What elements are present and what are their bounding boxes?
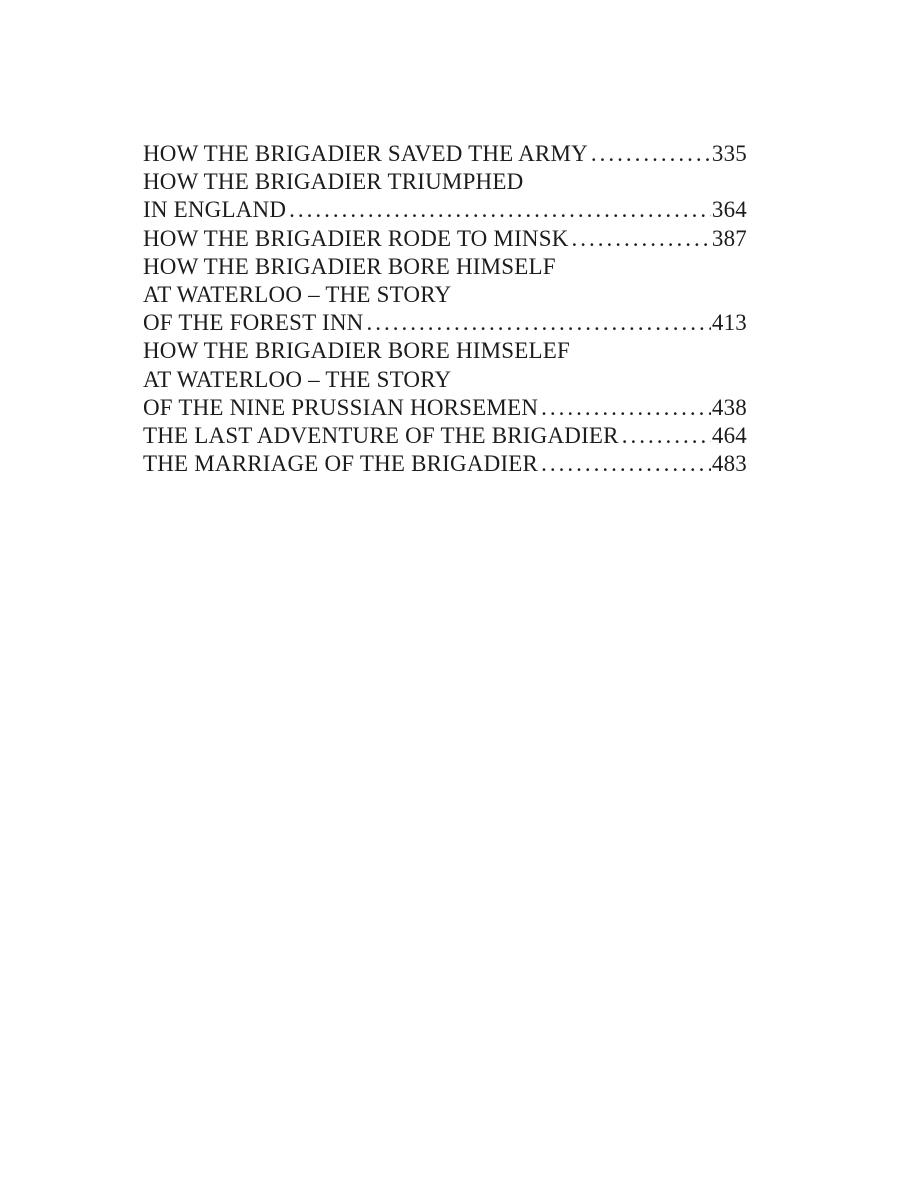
table-of-contents (143, 140, 747, 478)
toc-entry (143, 140, 747, 168)
toc-line (143, 337, 747, 365)
toc-entry-title: HOW THE BRIGADIER BORE HIMSELEF (143, 338, 571, 364)
toc-line (143, 281, 747, 309)
toc-entry-title: THE LAST ADVENTURE OF THE BRIGADIER (143, 423, 619, 449)
toc-page-number: 364 (711, 197, 747, 223)
toc-entry-title: HOW THE BRIGADIER RODE TO MINSK (143, 225, 569, 251)
toc-entry-title: HOW THE BRIGADIER SAVED THE ARMY (143, 141, 588, 166)
toc-entry (143, 450, 747, 478)
toc-line (143, 140, 747, 168)
toc-entry-title: OF THE NINE PRUSSIAN HORSEMEN (143, 394, 539, 420)
toc-entry (143, 168, 747, 224)
dot-leader (366, 309, 710, 337)
toc-entry (143, 225, 747, 253)
toc-line (143, 309, 747, 337)
toc-entry-title: HOW THE BRIGADIER BORE HIMSELF (143, 253, 556, 279)
toc-entry-title: AT WATERLOO – THE STORY (143, 282, 452, 308)
toc-page-number: 464 (711, 423, 747, 449)
toc-page-number: 335 (711, 141, 747, 166)
toc-entry (143, 422, 747, 450)
toc-entry-title: HOW THE BRIGADIER TRIUMPHED (143, 169, 524, 195)
toc-page-number: 438 (711, 394, 747, 420)
toc-entry (143, 253, 747, 338)
toc-line (143, 366, 747, 394)
toc-line (143, 168, 747, 196)
toc-entry-title: IN ENGLAND (143, 197, 287, 223)
toc-entry-title: THE MARRIAGE OF THE BRIGADIER (143, 451, 539, 477)
toc-entry-title: AT WATERLOO – THE STORY (143, 366, 452, 392)
dot-leader (541, 450, 711, 478)
toc-entry (143, 337, 747, 422)
dot-leader (572, 225, 711, 253)
toc-line (143, 394, 747, 422)
toc-line (143, 225, 747, 253)
dot-leader (289, 196, 711, 224)
toc-line (143, 196, 747, 224)
toc-line (143, 450, 747, 478)
toc-page-number: 483 (711, 451, 747, 477)
toc-page-number: 413 (711, 310, 747, 336)
dot-leader (591, 140, 711, 168)
toc-entry-title: OF THE FOREST INN (143, 310, 364, 336)
toc-line (143, 422, 747, 450)
dot-leader (622, 422, 711, 450)
toc-line (143, 253, 747, 281)
toc-page-number: 387 (711, 225, 747, 251)
dot-leader (541, 394, 711, 422)
